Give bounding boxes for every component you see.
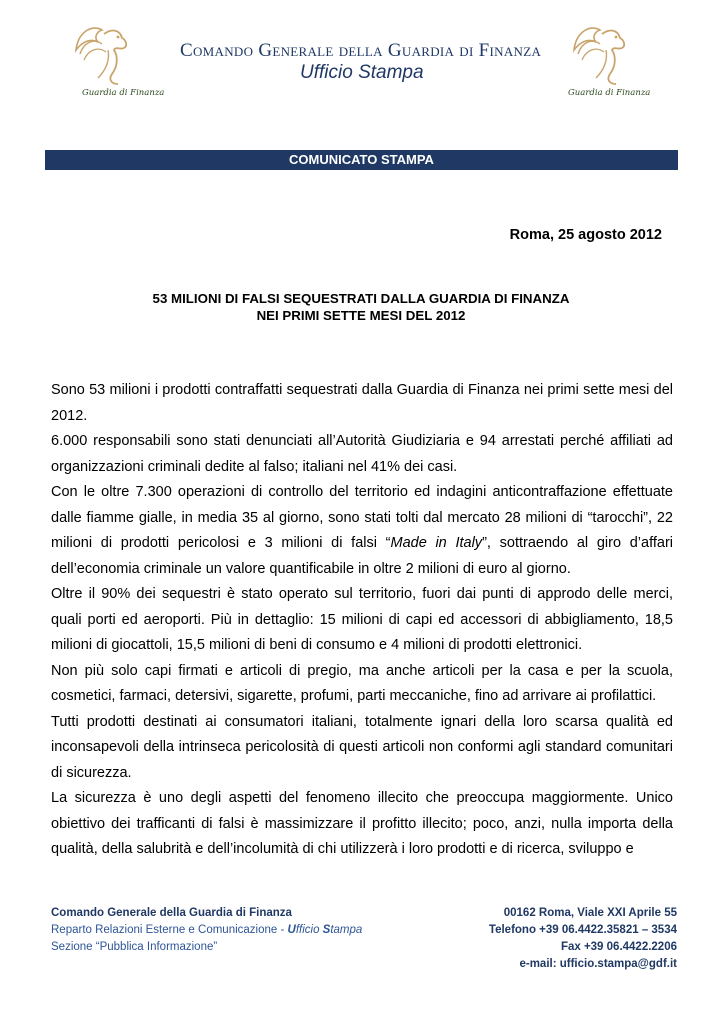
logo-motto: Guardia di Finanza bbox=[568, 88, 651, 98]
paragraph: Oltre il 90% dei sequestri è stato operato sul territorio, fuori dai punti di approdo delle merci, quali porti ed aeroporti. Più in dettaglio: 15 milioni di capi ed accessori di abbigliamento, 18,5 milioni di giocattoli, 15,5 milioni di beni di consumo e 4 milioni di prodotti elettronici. bbox=[51, 586, 673, 653]
footer-office-initial: U bbox=[287, 924, 296, 936]
footer-contacts bbox=[489, 905, 677, 973]
footer-address: 00162 Roma, Viale XXI Aprile 55 bbox=[503, 907, 677, 919]
italic-phrase: Made in Italy bbox=[390, 535, 483, 551]
footer-office-initial: S bbox=[322, 924, 331, 936]
paragraph: Tutti prodotti destinati ai consumatori italiani, totalmente ignari della loro scarsa qualità ed inconsapevoli della intrinseca pericolosità di questi articoli non conformi agli standard comunitari di sicurezza. bbox=[51, 713, 673, 781]
headline-line-1: 53 MILIONI DI FALSI SEQUESTRATI DALLA GUARDIA DI FINANZA bbox=[152, 291, 570, 306]
footer-office-text: fficio bbox=[295, 924, 323, 936]
release-date: Roma, 25 agosto 2012 bbox=[509, 227, 662, 243]
footer-department-text: Reparto Relazioni Esterne e Comunicazione - bbox=[51, 924, 288, 936]
logo-motto: Guardia di Finanza bbox=[82, 88, 165, 98]
header-subtitle: Ufficio Stampa bbox=[300, 62, 424, 83]
paragraph: Sono 53 milioni i prodotti contraffatti sequestrati dalla Guardia di Finanza nei primi sette mesi del 2012. bbox=[51, 382, 673, 424]
footer-office-text: tampa bbox=[330, 924, 363, 936]
paragraph-text: Con le oltre 7.300 operazioni di controllo del territorio ed indagini anticontraffazione effettuate dalle fiamme gialle, in media 35 al giorno, sono stati tolti dal mercato 28 milioni di “tarocchi”, 22 milioni di prodotti pericolosi e 3 milioni di falsi “ bbox=[51, 484, 673, 551]
griffin-emblem-icon bbox=[566, 20, 646, 90]
paragraph: La sicurezza è uno degli aspetti del fenomeno illecito che preoccupa maggiormente. Unico obiettivo dei trafficanti di falsi è massimizzare il profitto illecito; poco, anzi, nulla importa della qualità, della salubrità e dell’incolumità di chi utilizzerà i loro prodotti e di ricerca, sviluppo e bbox=[51, 790, 673, 857]
guardia-di-finanza-logo-right bbox=[556, 20, 656, 110]
headline bbox=[50, 290, 672, 324]
footer-section: Sezione “Pubblica Informazione” bbox=[51, 941, 218, 953]
footer-phone: Telefono +39 06.4422.35821 – 3534 bbox=[488, 924, 677, 936]
footer-email[interactable]: e-mail: ufficio.stampa@gdf.it bbox=[519, 958, 677, 970]
footer-left bbox=[51, 905, 362, 956]
header-title: Comando Generale della Guardia di Finanza bbox=[180, 40, 542, 61]
body-text bbox=[51, 378, 673, 863]
griffin-emblem-icon bbox=[68, 20, 148, 90]
paragraph-text: ”, sottraendo al giro d’affari dell’economia criminale un valore quantificabile in oltre 2 milioni di euro al giorno. bbox=[51, 535, 673, 577]
footer-org: Comando Generale della Guardia di Finanza bbox=[51, 907, 292, 919]
headline-line-2: NEI PRIMI SETTE MESI DEL 2012 bbox=[256, 308, 466, 323]
paragraph: 6.000 responsabili sono stati denunciati all’Autorità Giudiziaria e 94 arrestati perché affiliati ad organizzazioni criminali dedite al falso; italiani nel 41% dei casi. bbox=[51, 433, 673, 475]
footer-fax: Fax +39 06.4422.2206 bbox=[560, 941, 677, 953]
press-release-banner: COMUNICATO STAMPA bbox=[45, 150, 678, 170]
paragraph: Non più solo capi firmati e articoli di pregio, ma anche articoli per la casa e per la scuola, cosmetici, farmaci, detersivi, sigarette, profumi, parti meccaniche, fino ad arrivare ai profilattici. bbox=[51, 662, 673, 704]
guardia-di-finanza-logo-left bbox=[58, 20, 165, 110]
paragraph bbox=[51, 480, 673, 582]
footer-department bbox=[51, 922, 362, 939]
